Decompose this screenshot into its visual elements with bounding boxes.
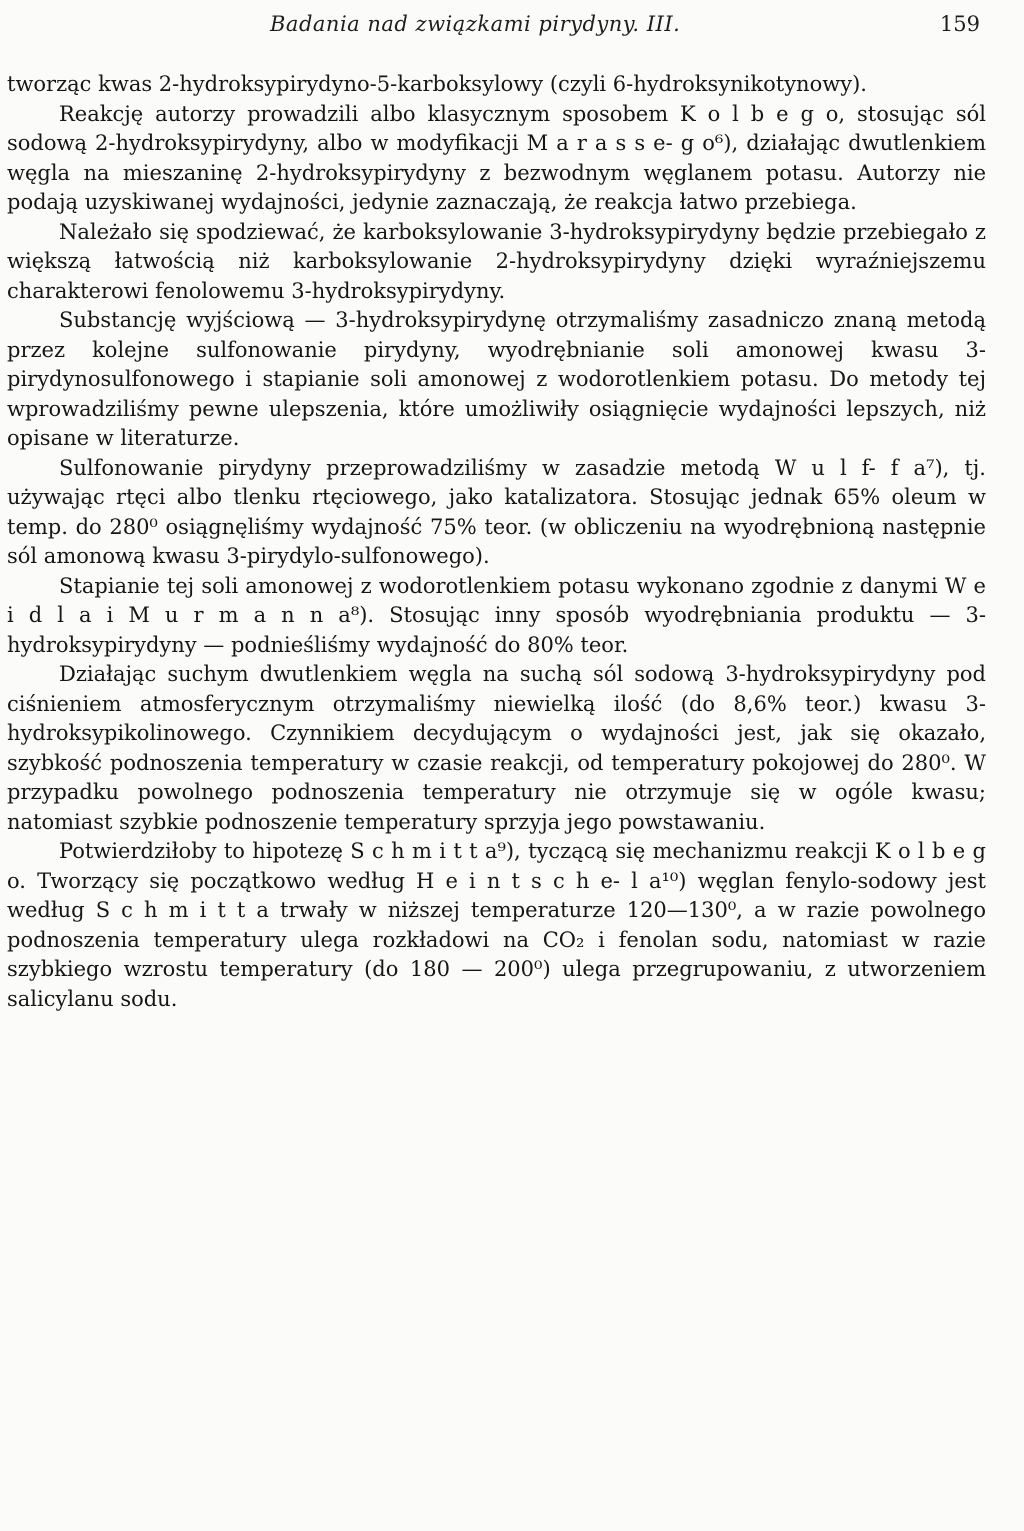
paragraph-7: Działając suchym dwutlenkiem węgla na suchą sól sodową 3-hydroksypirydyny pod ciśnieniem atmosferycznym otrzymaliśmy niewielką ilość (do 8,6% teor.) kwasu 3-hydroksypikolinowego. Czynnikiem decydującym o wydajności jest, jak się okazało, szybkość podnoszenia temperatury w czasie reakcji, od temperatury pokojowej do 280⁰. W przypadku powolnego podnoszenia temperatury nie otrzymuje się w ogóle kwasu; natomiast szybkie podnoszenie temperatury sprzyja jego powstawaniu. (7, 662, 986, 834)
paragraph-2: Reakcję autorzy prowadzili albo klasycznym sposobem K o l b e g o, stosując sól sodową 2-hydroksypirydyny, albo w modyfikacji M a r a s s e- g o⁶), działając dwutlenkiem węgla na mieszaninę 2-hydroksypirydyny z bezwodnym węglanem potasu. Autorzy nie podają uzyskiwanej wydajności, jedynie zaznaczają, że reakcja łatwo przebiega. (7, 101, 986, 214)
paragraph-1: tworząc kwas 2-hydroksypirydyno-5-karboksylowy (czyli 6-hydroksynikotynowy). (7, 72, 867, 96)
paragraph-8: Potwierdziłoby to hipotezę S c h m i t t a⁹), tyczącą się mechanizmu reakcji K o l b e g o. Tworzący się początkowo według H e i n t s c h e- l a¹⁰) węglan fenylo-sodowy jest według S c h m i t t a trwały w niższej temperaturze 120—130⁰, a w razie powolnego podnoszenia temperatury ulega rozkładowi na CO₂ i fenolan sodu, natomiast w razie szybkiego wzrostu temperatury (do 180 — 200⁰) ulega przegrupowaniu, z utworzeniem salicylanu sodu. (7, 839, 986, 1011)
body-text (7, 70, 986, 1014)
running-title: Badania nad związkami pirydyny. III. (270, 12, 681, 36)
paragraph-6: Stapianie tej soli amonowej z wodorotlenkiem potasu wykonano zgodnie z danymi W e i d l a i M u r m a n n a⁸). Stosując inny sposób wyodrębniania produktu — 3-hydroksypirydyny — podnieśliśmy wydajność do 80% teor. (7, 573, 986, 657)
paragraph-5: Sulfonowanie pirydyny przeprowadziliśmy w zasadzie metodą W u l f- f a⁷), tj. używając rtęci albo tlenku rtęciowego, jako katalizatora. Stosując jednak 65% oleum w temp. do 280⁰ osiągnęliśmy wydajność 75% teor. (w obliczeniu na wyodrębnioną następnie sól amonową kwasu 3-pirydylo-sulfonowego). (7, 455, 986, 568)
paragraph-4: Substancję wyjściową — 3-hydroksypirydynę otrzymaliśmy zasadniczo znaną metodą przez kolejne sulfonowanie pirydyny, wyodrębnianie soli amonowej kwasu 3-pirydynosulfonowego i stapianie soli amonowej z wodorotlenkiem potasu. Do metody tej wprowadziliśmy pewne ulepszenia, które umożliwiły osiągnięcie wydajności lepszych, niż opisane w literaturze. (7, 308, 986, 450)
paragraph-3: Należało się spodziewać, że karboksylowanie 3-hydroksypirydyny będzie przebiegało z większą łatwością niż karboksylowanie 2-hydroksypirydyny dzięki wyraźniejszemu charakterowi fenolowemu 3-hydroksypirydyny. (7, 219, 986, 303)
page-number: 159 (939, 12, 980, 36)
